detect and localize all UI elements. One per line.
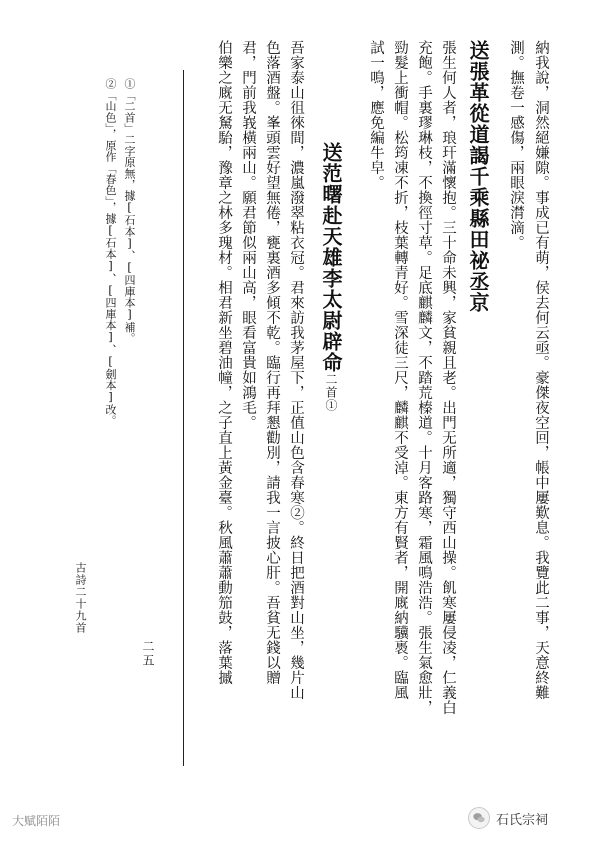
- poem-title-1: 送張革從道謁千乘縣田祕丞京: [466, 40, 490, 313]
- footnote-2: ②「山色」，原作「春色」，據[石本]、[四庫本]、[劍本]改。: [104, 78, 117, 427]
- book-header: 古詩二十九首: [74, 562, 87, 634]
- wechat-icon: [468, 807, 490, 829]
- poem-title-2: [318, 142, 344, 412]
- watermark-left: 大赋陌陌: [12, 814, 61, 828]
- text-column-2: 測。撫卷一感傷，兩眼淚潸滴。: [508, 40, 524, 250]
- text-column-4: 充飽。手裏璆琳枝，不換徑寸草。足底麒麟文，不踏荒榛道。十月客路寒，霜風鳴浩浩。張生氣愈壯，: [416, 40, 432, 715]
- poem-title-2-main: 送范曙赴天雄李太尉辟命: [319, 142, 343, 373]
- text-column-1: 納我說，洞然絕嫌隙。事成已有萌，侯去何云亟。豪傑夜空回，帳中屢歎息。我覽此二事，天意終難: [533, 40, 549, 700]
- watermark-right: [468, 806, 548, 830]
- footnote-rule: [183, 70, 184, 766]
- text-column-7: 吾家泰山徂徠間，濃嵐潑翠粘衣冠。君來訪我茅屋下，正值山色含春寒②。終日把酒對山坐，幾片山: [288, 40, 304, 700]
- footnote-1: ①「二首」二字原無，據[石本]、[四庫本]補。: [123, 78, 136, 344]
- watermark-right-text: 石氏宗祠: [496, 812, 549, 828]
- text-column-9: 君，門前我峩橫兩山。願君節似兩山高，眼看富貴如鴻毛。: [240, 40, 256, 430]
- page-number: 二五: [141, 640, 155, 668]
- text-column-5: 勁髮上衝帽。松筠凍不折，枝葉轉青好。雪深徒三尺，麟麒不受淖。東方有賢者，開廐納驥褭。臨風: [392, 40, 408, 700]
- text-column-10: 伯樂之廐无駑駘，豫章之林多瑰材。相君新坐碧油幢，之子直上黃金臺。秋風蕭蕭動笳鼓，落葉摵: [216, 40, 232, 685]
- text-column-3: 張生何人者，琅玕滿懷抱。三十命未興，家貧親且老。出門无所適，獨守西山操。飢寒屢侵凌，仁義白: [440, 40, 456, 715]
- text-column-6: 試一鳴，應免編牛皁。: [368, 40, 384, 190]
- text-column-8: 色落酒盤。峯頭雲好望無倦，甕裏酒多傾不乾。臨行再拜懇勸別，請我一言披心肝。吾貧无錢以贈: [264, 40, 280, 685]
- poem-title-2-sub: 二首①: [324, 373, 338, 412]
